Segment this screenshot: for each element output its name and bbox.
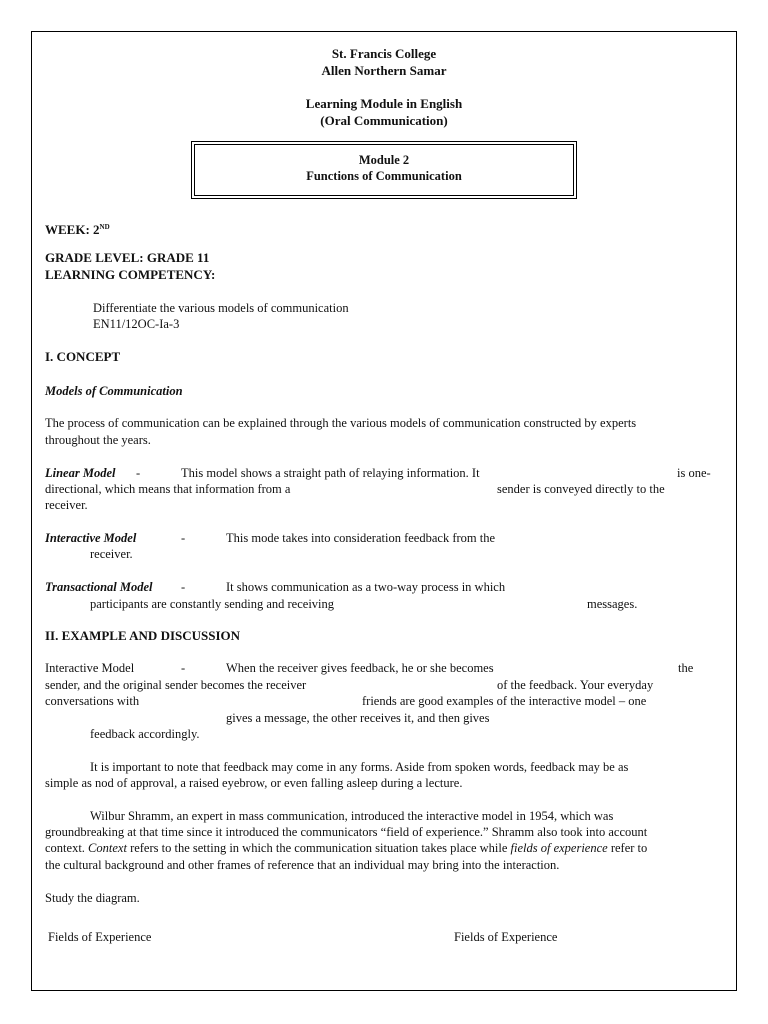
- linear-model-dash: -: [136, 466, 141, 480]
- study-diagram: Study the diagram.: [45, 891, 140, 905]
- competency-code: EN11/12OC-Ia-3: [93, 317, 180, 331]
- subject-title: (Oral Communication): [320, 113, 448, 128]
- week-superscript: ND: [99, 223, 110, 231]
- discussion-p1-line5: feedback accordingly.: [90, 727, 200, 741]
- discussion-p1-line1b: the: [678, 661, 694, 675]
- module-box: [191, 141, 577, 199]
- discussion-p1-line3b: friends are good examples of the interactive model – one: [362, 694, 647, 708]
- competency-label: LEARNING COMPETENCY:: [45, 267, 216, 282]
- linear-model-term: Linear Model: [45, 466, 116, 480]
- discussion-p3-line2: groundbreaking at that time since it introduced the communicators “field of experience.” Shramm also took into account: [45, 825, 648, 839]
- discussion-p1-line3a: conversations with: [45, 694, 140, 708]
- diagram-label-right: Fields of Experience: [454, 930, 558, 944]
- transactional-model-term: Transactional Model: [45, 580, 153, 594]
- transactional-model-line2a: participants are constantly sending and receiving: [90, 597, 335, 611]
- context-term: Context: [88, 841, 127, 855]
- module-title: Learning Module in English: [305, 96, 463, 111]
- grade-level: GRADE LEVEL: GRADE 11: [45, 250, 210, 265]
- week-label: WEEK: 2ND: [45, 222, 110, 237]
- discussion-p2-line1: It is important to note that feedback may come in any forms. Aside from spoken words, feedback may be as: [90, 760, 629, 774]
- concept-intro-line1: The process of communication can be explained through the various models of communication constructed by experts: [45, 416, 637, 430]
- discussion-p1-line1a: When the receiver gives feedback, he or she becomes: [226, 661, 494, 675]
- transactional-model-dash: -: [181, 580, 186, 594]
- concept-subheading: Models of Communication: [45, 384, 183, 398]
- discussion-p1-line2a: sender, and the original sender becomes the receiver: [45, 678, 307, 692]
- linear-model-line1b: is one-: [677, 466, 711, 480]
- transactional-model-line2b: messages.: [587, 597, 638, 611]
- school-location: Allen Northern Samar: [321, 63, 447, 78]
- linear-model-line3: receiver.: [45, 498, 88, 512]
- module-number: Module 2: [358, 153, 410, 167]
- discussion-p3-line1: Wilbur Shramm, an expert in mass communication, introduced the interactive model in 1954, which was: [90, 809, 614, 823]
- discussion-p1-line4: gives a message, the other receives it, and then gives: [226, 711, 490, 725]
- concept-intro-line2: throughout the years.: [45, 433, 151, 447]
- competency-text: Differentiate the various models of communication: [93, 301, 349, 315]
- transactional-model-line1: It shows communication as a two-way process in which: [226, 580, 506, 594]
- discussion-p1-line2b: of the feedback. Your everyday: [497, 678, 654, 692]
- diagram-label-left: Fields of Experience: [48, 930, 152, 944]
- interactive-model-line1: This mode takes into consideration feedback from the: [226, 531, 496, 545]
- module-topic: Functions of Communication: [306, 169, 462, 183]
- discussion-p2-line2: simple as nod of approval, a raised eyebrow, or even falling asleep during a lecture.: [45, 776, 463, 790]
- fields-of-experience-term: fields of experience: [510, 841, 608, 855]
- interactive-model-line2: receiver.: [90, 547, 133, 561]
- discussion-p1-term: Interactive Model: [45, 661, 135, 675]
- interactive-model-term: Interactive Model: [45, 531, 137, 545]
- concept-heading: I. CONCEPT: [45, 349, 121, 364]
- discussion-heading: II. EXAMPLE AND DISCUSSION: [45, 628, 241, 643]
- linear-model-line2b: sender is conveyed directly to the: [497, 482, 665, 496]
- interactive-model-dash: -: [181, 531, 186, 545]
- discussion-p1-dash: -: [181, 661, 186, 675]
- school-name: St. Francis College: [331, 46, 437, 61]
- linear-model-line2a: directional, which means that information from a: [45, 482, 291, 496]
- discussion-p3-line4: the cultural background and other frames of reference that an individual may bring into the interaction.: [45, 858, 560, 872]
- discussion-p3-line3: context. Context refers to the setting in which the communication situation takes place while fields of experience refer to: [45, 841, 648, 855]
- linear-model-line1a: This model shows a straight path of relaying information. It: [181, 466, 480, 480]
